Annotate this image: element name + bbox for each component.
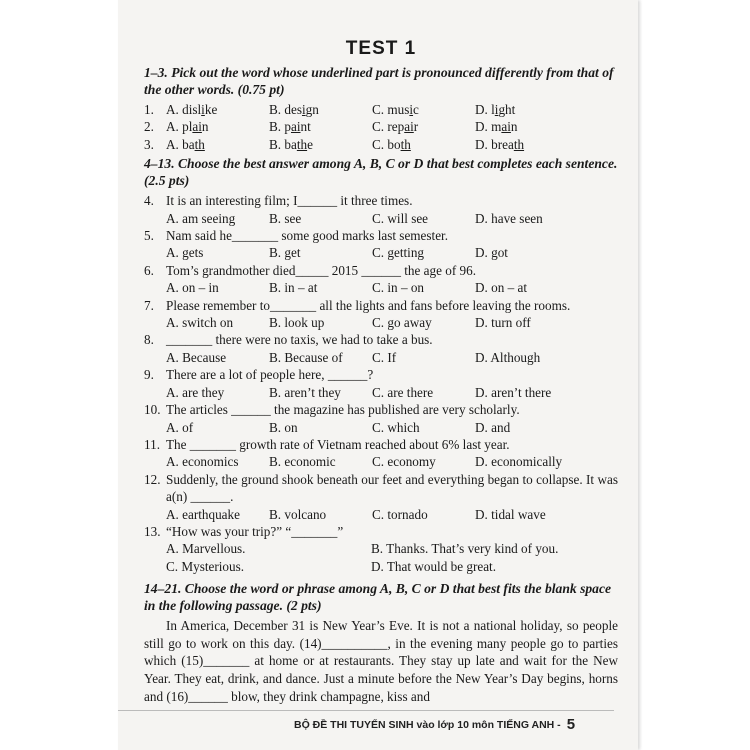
option-d: D. got — [475, 245, 508, 261]
underlined-part: th — [513, 136, 525, 152]
option-c: C. If — [372, 349, 397, 365]
underlined-part: ai — [404, 119, 414, 135]
question-number: 12. — [144, 471, 161, 487]
underlined-part: i — [201, 102, 205, 117]
option-c: C. getting — [372, 245, 425, 261]
pronunciation-row — [144, 101, 618, 118]
question-4 — [144, 192, 618, 227]
pronunciation-row — [144, 136, 618, 153]
question-text: It is an interesting film; I______ it three times. — [166, 193, 413, 209]
option-c: C. music — [372, 102, 419, 117]
option-a: A. dislike — [166, 102, 218, 117]
option-a: A. Because — [166, 349, 227, 365]
option-d: D. turn off — [475, 315, 531, 331]
option-a: A. plain — [166, 119, 209, 135]
section-1-heading: 1–3. Pick out the word whose underlined part is pronounced differently from that of the other words. (0.75 pt) — [144, 65, 614, 97]
footer-divider — [118, 710, 614, 711]
option-d: D. That would be great. — [371, 558, 497, 574]
question-number: 13. — [144, 523, 161, 539]
option-d: D. Although — [475, 349, 541, 365]
question-9 — [144, 366, 618, 401]
option-a: A. switch on — [166, 315, 234, 331]
question-10 — [144, 401, 618, 436]
question-6 — [144, 262, 618, 297]
question-text: “How was your trip?” “_______” — [166, 523, 344, 539]
option-b: B. see — [269, 210, 302, 226]
question-number: 11. — [144, 436, 160, 452]
option-a: A. bath — [166, 136, 205, 152]
underlined-part: i — [301, 102, 306, 117]
question-8 — [144, 331, 618, 366]
underlined-part: ai — [290, 119, 301, 135]
question-7 — [144, 297, 618, 332]
question-text: There are a lot of people here, ______? — [166, 367, 374, 383]
passage-text: In America, December 31 is New Year’s Eve. It is not a national holiday, so people still go to work on this day. (14)__________, in the evening many people go to parties which (15)_______ at home or at restaurants. They stay up late and wait for the New Year. They eat, drink, and dance. Just a minute before the New Year’s Day begins, horns and (16)______ blow, they drink champagne, kiss and — [144, 618, 618, 704]
option-d: D. and — [475, 419, 511, 435]
question-number: 5. — [144, 228, 154, 244]
option-c: C. repair — [372, 119, 419, 135]
book-page — [118, 0, 638, 750]
option-a: A. on – in — [166, 280, 219, 296]
option-d: D. on – at — [475, 280, 528, 296]
question-11 — [144, 436, 618, 471]
question-text: Suddenly, the ground shook beneath our feet and everything began to collapse. It was a(n) ______. — [166, 471, 618, 505]
option-b: B. look up — [269, 315, 325, 331]
option-c: C. tornado — [372, 506, 428, 522]
question-number: 2. — [144, 119, 154, 135]
option-b: B. on — [269, 419, 298, 435]
question-number: 1. — [144, 102, 154, 117]
option-c: C. are there — [372, 384, 434, 400]
option-d: D. breath — [475, 136, 525, 152]
option-d: D. light — [475, 102, 516, 117]
option-d: D. have seen — [475, 210, 543, 226]
book-title: BỘ ĐỀ THI TUYỂN SINH vào lớp 10 môn TIẾNG ANH - — [294, 718, 561, 731]
question-number: 4. — [144, 193, 154, 209]
option-c: C. in – on — [372, 280, 425, 296]
question-5 — [144, 227, 618, 262]
question-12 — [144, 471, 618, 523]
option-c: C. Mysterious. — [166, 558, 245, 574]
option-a: A. are they — [166, 384, 225, 400]
option-a: A. Marvellous. — [166, 541, 246, 557]
underlined-part: th — [296, 136, 308, 152]
pronunciation-questions — [144, 101, 618, 153]
option-b: B. design — [269, 102, 319, 117]
question-number: 7. — [144, 297, 154, 313]
underlined-part: ai — [192, 119, 202, 135]
option-b: B. volcano — [269, 506, 327, 522]
question-number: 10. — [144, 402, 161, 418]
option-c: C. both — [372, 136, 411, 152]
underlined-part: th — [400, 136, 411, 152]
underlined-part: th — [194, 136, 205, 152]
section-3-heading: 14–21. Choose the word or phrase among A, B, C or D that best fits the blank space in the following passage. (2 pts) — [144, 581, 612, 614]
test-title: TEST 1 — [345, 38, 417, 59]
option-b: B. aren’t they — [269, 384, 341, 400]
page-footer — [294, 716, 614, 733]
pronunciation-row — [144, 118, 618, 135]
test-content — [144, 38, 618, 705]
question-number: 3. — [144, 136, 154, 152]
question-text: Nam said he_______ some good marks last semester. — [166, 228, 449, 244]
page-number: 5 — [566, 716, 576, 733]
option-b: B. paint — [269, 119, 311, 135]
question-13 — [144, 523, 618, 575]
option-d: D. aren’t there — [475, 384, 552, 400]
option-b: B. bathe — [269, 136, 313, 152]
question-text: Please remember to_______ all the lights and fans before leaving the rooms. — [166, 297, 571, 313]
option-b: B. Because of — [269, 349, 343, 365]
underlined-part: ai — [501, 119, 511, 135]
question-text: The _______ growth rate of Vietnam reached about 6% last year. — [166, 436, 510, 452]
option-d: D. economically — [475, 454, 563, 470]
section-2-heading: 4–13. Choose the best answer among A, B, C or D that best completes each sentence. (2.5 pts) — [144, 156, 618, 189]
option-b: B. Thanks. That’s very kind of you. — [371, 541, 559, 557]
option-d: D. tidal wave — [475, 506, 546, 522]
option-b: B. get — [269, 245, 301, 261]
option-a: A. of — [166, 419, 194, 435]
option-a: A. gets — [166, 245, 204, 261]
question-text: Tom’s grandmother died_____ 2015 ______ the age of 96. — [166, 262, 477, 278]
question-text: _______ there were no taxis, we had to take a bus. — [166, 332, 433, 348]
underlined-part: i — [494, 102, 499, 117]
question-number: 9. — [144, 367, 154, 383]
question-number: 6. — [144, 262, 154, 278]
option-c: C. will see — [372, 210, 429, 226]
option-c: C. go away — [372, 315, 432, 331]
option-a: A. earthquake — [166, 506, 240, 522]
option-b: B. economic — [269, 454, 336, 470]
option-a: A. economics — [166, 454, 239, 470]
question-text: The articles ______ the magazine has published are very scholarly. — [166, 402, 520, 418]
option-c: C. which — [372, 419, 420, 435]
option-b: B. in – at — [269, 280, 318, 296]
option-d: D. main — [475, 119, 518, 135]
reading-passage — [144, 617, 618, 705]
question-number: 8. — [144, 332, 154, 348]
option-a: A. am seeing — [166, 210, 236, 226]
option-c: C. economy — [372, 454, 436, 470]
underlined-part: i — [409, 102, 414, 117]
